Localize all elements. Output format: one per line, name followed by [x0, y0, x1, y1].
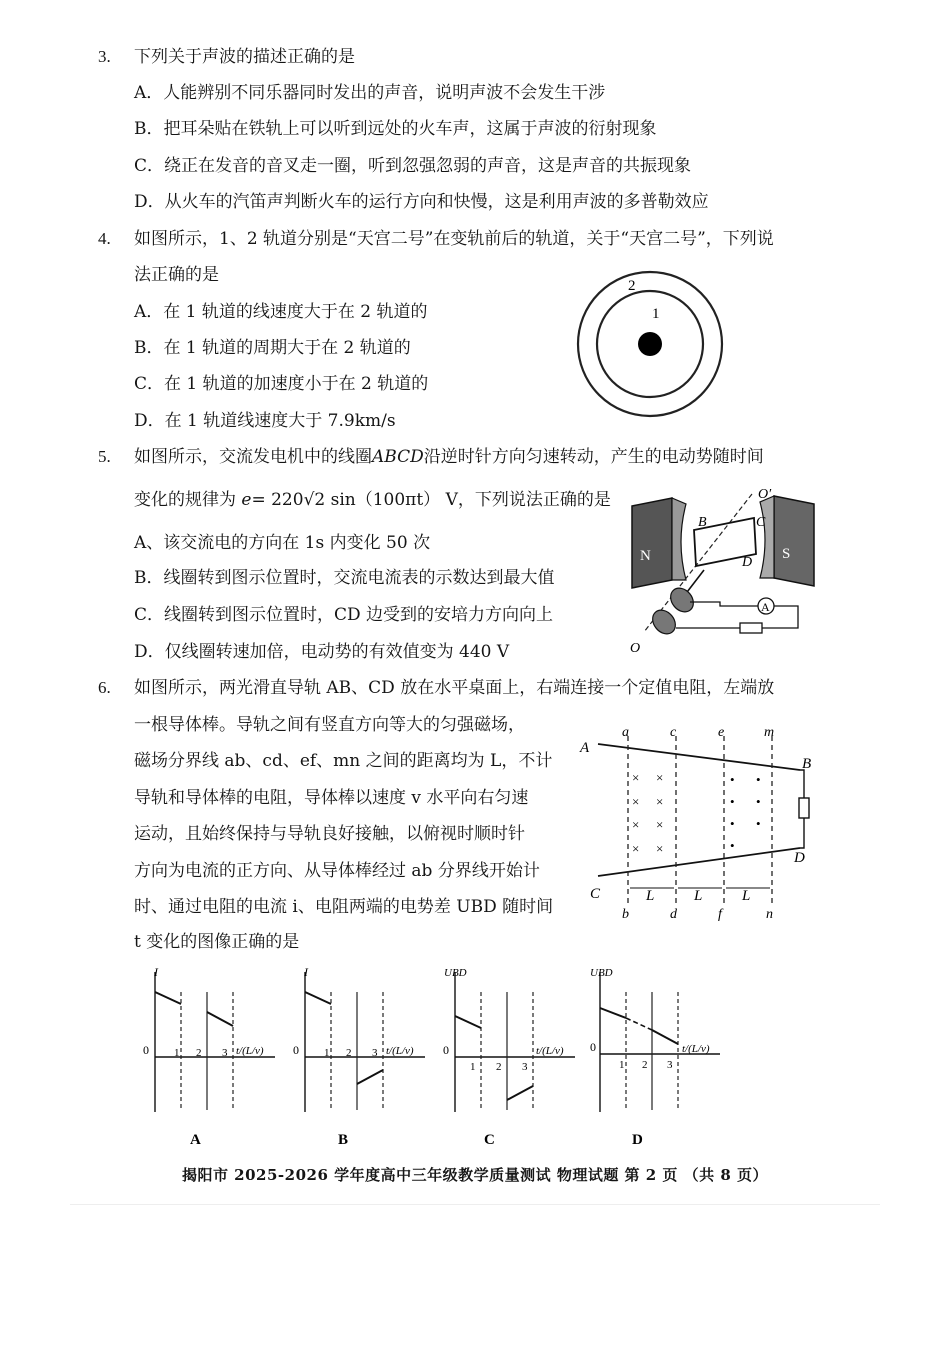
y-axis-label: I [154, 965, 158, 979]
boundary-label-b: b [622, 907, 629, 922]
field-dot: • [730, 838, 735, 853]
point-c-label: C [756, 515, 766, 530]
q5-stem-line2 [134, 489, 611, 511]
q6-graph-a [140, 962, 290, 1152]
q6-line-6: 方向为电流的正方向、从导体棒经过 ab 分界线开始计 [134, 861, 540, 881]
axis-o-prime-label: O′ [758, 487, 772, 502]
slip-ring-2 [648, 606, 680, 639]
field-cross: × [656, 770, 664, 785]
q3-option-c: C．绕正在发音的音叉走一圈，听到忽强忽弱的声音，这是声音的共振现象 [134, 156, 692, 176]
curve-seg-1 [455, 1016, 481, 1028]
q5-number: 5. [98, 447, 111, 466]
q5-stem-text-c: 变化的规律为 [134, 490, 236, 510]
q5-option-a: A、该交流电的方向在 1s 内变化 50 次 [134, 533, 431, 553]
q4-option-b: B．在 1 轨道的周期大于在 2 轨道的 [134, 338, 411, 358]
earth-dot [638, 332, 662, 356]
slip-ring-1 [666, 584, 698, 617]
t1-label: 1 [619, 1059, 625, 1071]
field-into-page-region [632, 770, 663, 856]
axis-o-label: O [630, 641, 641, 656]
resistor-lead-top [800, 770, 804, 798]
field-cross: × [632, 770, 640, 785]
field-cross: × [632, 817, 640, 832]
q4-stem-line1: 如图所示，1、2 轨道分别是“天宫二号”在变轨前后的轨道，关于“天宫二号”，下列说 [134, 229, 774, 249]
page-footer: 揭阳市 2025-2026 学年度高中三年级教学质量测试 物理试题 第 2 页 （共 8 页） [181, 1166, 769, 1184]
curve-seg-3 [207, 1012, 233, 1026]
q6-line-3: 磁场分界线 ab、cd、ef、mn 之间的距离均为 L，不计 [134, 751, 553, 771]
t3-label: 3 [667, 1059, 673, 1071]
boundary-label-a: a [622, 725, 629, 740]
boundary-label-m: m [764, 725, 775, 740]
q6-line-4: 导轨和导体棒的电阻，导体棒以速度 v 水平向右匀速 [134, 788, 529, 808]
q5-coil-label: ABCD [372, 447, 424, 467]
q5-stem-text-b: 沿逆时针方向匀速转动，产生的电动势随时间 [423, 447, 764, 467]
q4-option-d: D．在 1 轨道线速度大于 7.9km/s [134, 411, 396, 431]
point-b-label: B [698, 515, 707, 530]
boundary-label-c: c [670, 725, 677, 740]
external-circuit [676, 602, 798, 628]
field-dot: • [730, 794, 735, 809]
load-resistor [740, 623, 762, 633]
q3-option-b: B．把耳朵贴在铁轨上可以听到远处的火车声，这属于声波的衍射现象 [134, 119, 657, 139]
q5-stem-line1 [134, 446, 764, 468]
y-axis-label: I [304, 965, 308, 979]
graph-caption: A [190, 1132, 201, 1148]
orbit-1-label: 1 [652, 306, 660, 322]
curve-seg-2 [626, 1018, 652, 1030]
q5-stem-text-a: 如图所示，交流发电机中的线圈 [134, 447, 372, 467]
t1-label: 1 [470, 1061, 476, 1073]
time-axis-label: t/(L/v) [236, 1045, 264, 1057]
q3-number: 3. [98, 47, 111, 66]
t2-label: 2 [496, 1061, 502, 1073]
q6-graph-b [290, 962, 440, 1152]
q5-option-d: D．仅线圈转速加倍，电动势的有效值变为 440 V [134, 642, 510, 662]
q4-orbit-figure [570, 268, 730, 418]
q4-option-a: A．在 1 轨道的线速度大于在 2 轨道的 [134, 302, 428, 322]
curve-seg-3 [507, 1086, 533, 1100]
field-cross: × [656, 841, 664, 856]
q4-stem-line2: 法正确的是 [134, 265, 219, 285]
point-d-label: D [742, 555, 753, 570]
field-dot: • [730, 816, 735, 831]
t1-label: 1 [324, 1047, 330, 1059]
origin-label: 0 [143, 1043, 149, 1057]
q6-graph-c [440, 962, 590, 1152]
t3-label: 3 [372, 1047, 378, 1059]
rail-point-a: A [580, 740, 590, 756]
rail-point-b: B [802, 756, 812, 772]
s-magnet-back [774, 496, 814, 586]
q5-emf-formula: = 220√2 sin（100πt） V，下列说法正确的是 [251, 490, 611, 510]
orbit-2-label: 2 [628, 278, 636, 294]
t2-label: 2 [196, 1047, 202, 1059]
boundary-label-e: e [718, 725, 725, 740]
q6-graph-d [590, 962, 740, 1152]
t2-label: 2 [346, 1047, 352, 1059]
rail-point-c: C [590, 886, 601, 902]
field-dot: • [756, 794, 761, 809]
s-label: S [782, 546, 791, 562]
time-axis-label: t/(L/v) [682, 1043, 710, 1055]
t3-label: 3 [522, 1061, 528, 1073]
origin-label: 0 [443, 1043, 449, 1057]
y-axis-label: UBD [590, 967, 613, 979]
field-dot: • [730, 772, 735, 787]
t2-label: 2 [642, 1059, 648, 1071]
field-dot: • [756, 772, 761, 787]
q6-line-8: t 变化的图像正确的是 [134, 932, 300, 952]
q6-rail-figure [580, 722, 820, 922]
curve-seg-3 [357, 1070, 383, 1084]
q6-line-7: 时、通过电阻的电流 i、电阻两端的电势差 UBD 随时间 [134, 897, 554, 917]
boundary-label-f: f [718, 907, 722, 922]
page-divider [70, 1204, 880, 1205]
n-label: N [640, 548, 651, 564]
y-axis-label: UBD [444, 967, 467, 979]
q4-number: 4. [98, 229, 111, 248]
resistor-lead-bottom [800, 818, 804, 848]
q3-option-d: D．从火车的汽笛声判断火车的运行方向和快慢，这是利用声波的多普勒效应 [134, 192, 709, 212]
field-cross: × [656, 817, 664, 832]
q6-number: 6. [98, 678, 111, 697]
q6-line-2: 一根导体棒。导轨之间有竖直方向等大的匀强磁场， [134, 715, 525, 735]
q6-line-1: 如图所示，两光滑直导轨 AB、CD 放在水平桌面上，右端连接一个定值电阻，左端放 [134, 678, 775, 698]
field-out-of-page-region [730, 772, 761, 853]
field-cross: × [632, 794, 640, 809]
dimension-l-label-3: L [742, 888, 751, 904]
q5-option-c: C．线圈转到图示位置时，CD 边受到的安培力方向向上 [134, 605, 554, 625]
curve-seg-1 [600, 1008, 626, 1018]
q5-generator-figure [624, 484, 824, 654]
field-dot: • [756, 816, 761, 831]
ammeter-label: A [761, 600, 770, 614]
dimension-l-label-1: L [646, 888, 655, 904]
q5-emf-symbol: e [241, 490, 252, 510]
graph-caption: C [484, 1132, 495, 1148]
t3-label: 3 [222, 1047, 228, 1059]
q3-option-a: A．人能辨别不同乐器同时发出的声音，说明声波不会发生干涉 [134, 83, 606, 103]
fixed-resistor [799, 798, 809, 818]
field-cross: × [656, 794, 664, 809]
q4-option-c: C．在 1 轨道的加速度小于在 2 轨道的 [134, 374, 429, 394]
graph-caption: B [338, 1132, 349, 1148]
q3-stem: 下列关于声波的描述正确的是 [134, 47, 355, 67]
t1-label: 1 [174, 1047, 180, 1059]
n-magnet-pole [672, 498, 686, 580]
q6-line-5: 运动，且始终保持与导轨良好接触，以俯视时顺时针 [134, 824, 525, 844]
boundary-label-d: d [670, 907, 677, 922]
n-magnet-back [632, 498, 672, 588]
field-cross: × [632, 841, 640, 856]
origin-label: 0 [293, 1043, 299, 1057]
curve-seg-1 [305, 992, 331, 1004]
graph-caption: D [632, 1132, 643, 1148]
curve-seg-3 [652, 1030, 678, 1044]
time-axis-label: t/(L/v) [386, 1045, 414, 1057]
curve-seg-1 [155, 992, 181, 1004]
origin-label: 0 [590, 1040, 596, 1054]
time-axis-label: t/(L/v) [536, 1045, 564, 1057]
s-magnet-pole [760, 496, 774, 578]
boundary-label-n: n [766, 907, 773, 922]
rail-point-d: D [794, 850, 805, 866]
q5-option-b: B．线圈转到图示位置时，交流电流表的示数达到最大值 [134, 568, 555, 588]
dimension-l-label-2: L [694, 888, 703, 904]
